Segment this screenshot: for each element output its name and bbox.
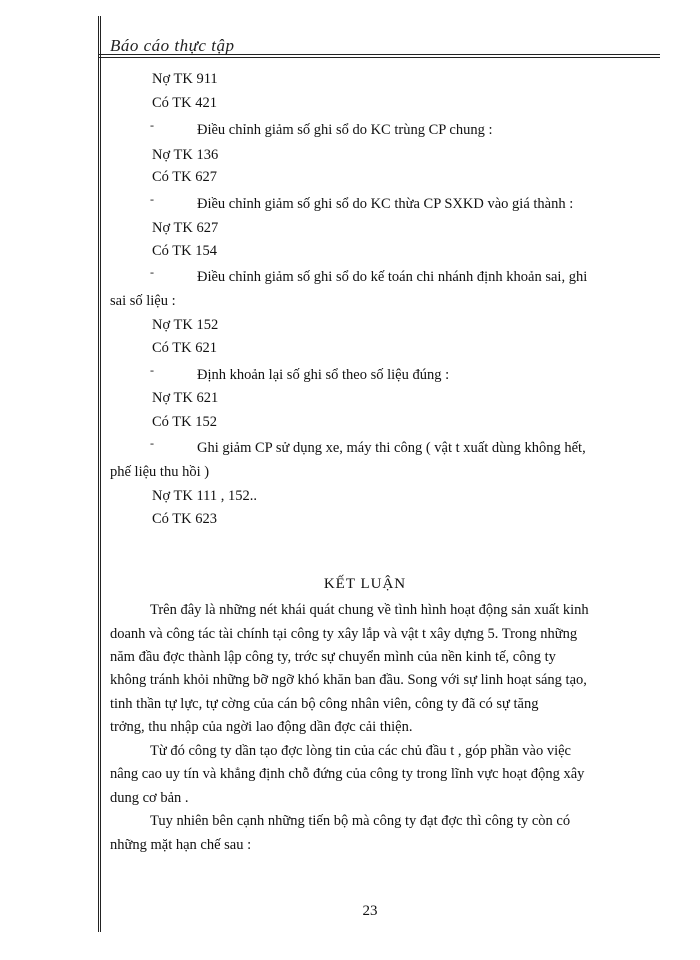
bullet-marker: - (150, 436, 154, 450)
entry-heading: Điều chỉnh giảm số ghi sổ do KC thừa CP SXKD vào giá thành : (197, 196, 574, 212)
header-rule (98, 54, 660, 58)
paragraph-line: dung cơ bản . (110, 790, 189, 806)
entry-heading: Định khoản lại số ghi sổ theo số liệu đúng : (197, 367, 450, 383)
entry-line: Có TK 627 (152, 169, 217, 185)
entry-heading: Điều chỉnh giảm số ghi sổ do KC trùng CP chung : (197, 122, 493, 138)
paragraph-line: Trên đây là những nét khái quát chung về tình hình hoạt động sản xuất kinh (150, 602, 589, 618)
entry-heading-cont: sai số liệu : (110, 293, 176, 309)
paragraph-line: Từ đó công ty dần tạo đợc lòng tin của các chủ đầu t , góp phần vào việc (150, 743, 571, 759)
paragraph-line: những mặt hạn chế sau : (110, 837, 252, 853)
entry-heading-cont: phế liệu thu hồi ) (110, 464, 210, 480)
paragraph-line: doanh và công tác tài chính tại công ty xây lắp và vật t xây dựng 5. Trong những (110, 626, 578, 642)
entry-line: Nợ TK 136 (152, 147, 219, 163)
entry-heading: Điều chỉnh giảm số ghi sổ do kế toán chi nhánh định khoản sai, ghi (197, 269, 588, 285)
entry-line: Nợ TK 627 (152, 220, 219, 236)
bullet-marker: - (150, 265, 154, 279)
page-header-title: Báo cáo thực tập (110, 36, 235, 55)
page-border-left (98, 16, 101, 932)
entry-line: Nợ TK 152 (152, 317, 219, 333)
paragraph-line: năm đầu đợc thành lập công ty, trớc sự chuyển mình của nền kinh tế, công ty (110, 649, 556, 665)
entry-line: Có TK 623 (152, 511, 217, 527)
paragraph-line: Tuy nhiên bên cạnh những tiến bộ mà công ty đạt đợc thì công ty còn có (150, 813, 571, 829)
bullet-marker: - (150, 363, 154, 377)
paragraph-line: trởng, thu nhập của ngời lao động dần đợc cải thiện. (110, 719, 413, 735)
entry-line: Nợ TK 621 (152, 390, 219, 406)
entry-line: Nợ TK 111 , 152.. (152, 488, 258, 504)
paragraph-line: không tránh khỏi những bỡ ngỡ khó khăn ban đầu. Song với sự linh hoạt sáng tạo, (110, 672, 587, 688)
entry-line: Có TK 152 (152, 414, 217, 430)
bullet-marker: - (150, 118, 154, 132)
entry-heading: Ghi giảm CP sử dụng xe, máy thi công ( vật t xuất dùng không hết, (197, 440, 586, 456)
conclusion-title: KẾT LUẬN (323, 576, 407, 592)
paragraph-line: nâng cao uy tín và khẳng định chỗ đứng của công ty trong lĩnh vực hoạt động xây (110, 766, 585, 782)
paragraph-line: tinh thần tự lực, tự cờng của cán bộ công nhân viên, công ty đã có sự tăng (110, 696, 539, 712)
bullet-marker: - (150, 192, 154, 206)
page-number: 23 (362, 903, 378, 919)
entry-line: Có TK 154 (152, 243, 217, 259)
entry-line: Có TK 421 (152, 95, 217, 111)
entry-line: Nợ TK 911 (152, 71, 218, 87)
entry-line: Có TK 621 (152, 340, 217, 356)
